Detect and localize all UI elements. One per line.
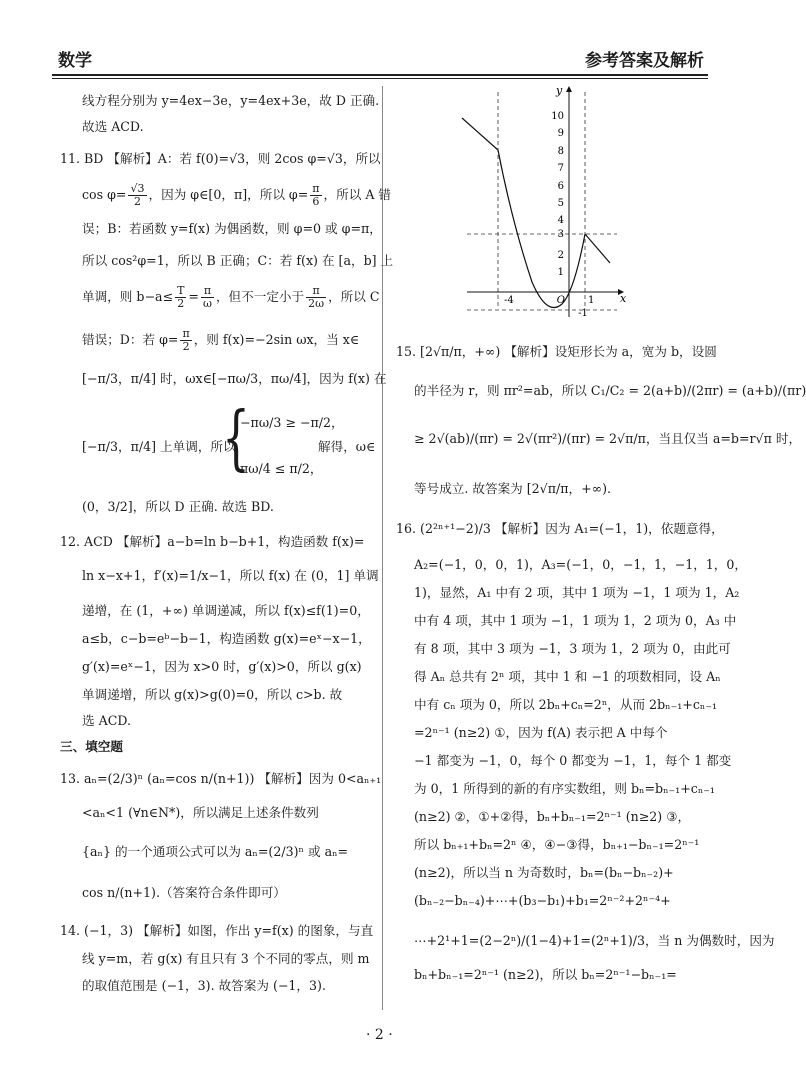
svg-text:8: 8 xyxy=(557,146,564,157)
q16-line: 得 Aₙ 总共有 2ⁿ 项，其中 1 和 −1 的项数相同，设 Aₙ xyxy=(414,669,721,684)
text-line: 线方程分别为 y=4ex−3e，y=4ex+3e，故 D 正确. xyxy=(82,93,380,108)
svg-text:5: 5 xyxy=(557,198,564,209)
q12-line: 递增，在 (1，+∞) 单调递减，所以 f(x)≤f(1)=0， xyxy=(82,603,370,618)
q11-case: −πω/3 ≥ −π/2， xyxy=(240,415,344,430)
q13-line: <aₙ<1 (∀n∈N*)，所以满足上述条件数列 xyxy=(82,805,319,820)
q16-line: 1)，显然，A₁ 中有 2 项，其中 1 项为 −1，1 项为 1，A₂ xyxy=(414,585,740,600)
section-heading: 三、填空题 xyxy=(60,739,123,754)
q15-line: 的半径为 r，则 πr²=ab，所以 C₁/C₂ = 2(a+b)/(2πr) = (a+b)/(πr) xyxy=(414,383,806,398)
y-axis-arrow xyxy=(566,86,572,92)
q16-line: 有 8 项，其中 3 项为 −1，3 项为 1，2 项为 0，由此可 xyxy=(414,641,731,656)
svg-text:-1: -1 xyxy=(578,308,588,319)
q14-line: 14. (−1，3) 【解析】如图，作出 y=f(x) 的图象，与直 xyxy=(60,923,374,938)
q16-line: −1 都变为 −1，0，每个 0 都变为 −1，1，每个 1 都变 xyxy=(414,753,732,768)
q11-line: [−π/3，π/4] 时，ωx∈[−πω/3，πω/4]，因为 f(x) 在 xyxy=(82,371,387,386)
q12-line: 单调递增，所以 g(x)>g(0)=0，所以 c>b. 故 xyxy=(82,687,343,702)
curve-right-segment xyxy=(585,234,610,263)
q16-line: 16. (2²ⁿ⁺¹−2)/3 【解析】因为 A₁=(−1，1)，依题意得， xyxy=(396,521,724,536)
header-title: 参考答案及解析 xyxy=(585,51,704,71)
q16-line: 所以 bₙ₊₁+bₙ=2ⁿ ④，④−③得，bₙ₊₁−bₙ₋₁=2ⁿ⁻¹ xyxy=(414,837,700,852)
x-axis-label: x xyxy=(620,292,627,305)
header-rule-thin xyxy=(52,78,708,79)
q16-line: (n≥2) ②，①+②得，bₙ+bₙ₋₁=2ⁿ⁻¹ (n≥2) ③， xyxy=(414,809,691,824)
q14-line: 的取值范围是 (−1，3). 故答案为 (−1，3). xyxy=(82,978,326,993)
fraction: $\frac{\pi}{2}$ xyxy=(182,327,190,353)
q11-line: (0，3/2]，所以 D 正确. 故选 BD. xyxy=(82,499,274,514)
brace: { xyxy=(222,397,250,480)
fraction: $\frac{\pi}{\omega}$ xyxy=(202,284,212,310)
q16-line: 中有 4 项，其中 1 项为 −1，1 项为 1，2 项为 0，A₃ 中 xyxy=(414,613,737,628)
x-tick-1: 1 xyxy=(588,295,595,306)
svg-text:6: 6 xyxy=(557,181,564,192)
svg-text:3: 3 xyxy=(557,229,564,240)
svg-text:2: 2 xyxy=(557,250,564,261)
q11-line: 误；B：若函数 y=f(x) 为偶函数，则 φ=0 或 φ=π， xyxy=(82,221,382,236)
fraction: $\frac{\pi}{2\omega}$ xyxy=(308,284,325,310)
x-tick-neg4: -4 xyxy=(504,295,514,306)
fraction: $\frac{T}{2}$ xyxy=(177,284,185,310)
text: cos φ= xyxy=(82,187,127,202)
header-rule xyxy=(52,74,708,76)
y-axis-label: y xyxy=(556,84,563,97)
q16-line: 中有 cₙ 项为 0，所以 2bₙ+cₙ=2ⁿ，从而 2bₙ₋₁+cₙ₋₁ xyxy=(414,697,718,712)
q15-line: ≥ 2√(ab)/(πr) = 2√(πr²)/(πr) = 2√π/π，当且仅当 a=b=r√π 时， xyxy=(414,431,802,446)
q11-line: 错误；D：若 φ= $\frac{\pi}{2}$ ，则 f(x)=−2sin ωx，当 x∈ xyxy=(82,327,360,353)
q15-line: 15. [2√π/π，+∞) 【解析】设矩形长为 a，宽为 b，设圆 xyxy=(396,344,717,359)
q16-line: (n≥2)，所以当 n 为奇数时，bₙ=(bₙ−bₙ₋₂)+ xyxy=(414,865,674,880)
origin-label: O xyxy=(556,295,565,306)
curve-parabola xyxy=(498,150,585,308)
q13-line: 13. aₙ=(2/3)ⁿ (aₙ=cos n/(n+1)) 【解析】因为 0<aₙ₊₁ xyxy=(60,771,382,786)
q16-line: (bₙ₋₂−bₙ₋₄)+⋯+(b₃−b₁)+b₁=2ⁿ⁻²+2ⁿ⁻⁴+ xyxy=(414,893,671,908)
q15-line: 等号成立. 故答案为 [2√π/π，+∞). xyxy=(414,481,612,496)
function-graph xyxy=(452,82,632,322)
q14-line: 线 y=m，若 g(x) 有且只有 3 个不同的零点，则 m xyxy=(82,951,370,966)
q16-line: 为 0，1 所得到的新的有序实数组，则 bₙ=bₙ₋₁+cₙ₋₁ xyxy=(414,781,715,796)
q16-line: bₙ+bₙ₋₁=2ⁿ⁻¹ (n≥2)，所以 bₙ=2ⁿ⁻¹−bₙ₋₁= xyxy=(414,967,677,982)
svg-text:4: 4 xyxy=(557,215,564,226)
header-subject: 数学 xyxy=(58,51,92,71)
column-divider xyxy=(382,86,383,1010)
q16-line: A₂=(−1，0，0，1)，A₃=(−1，0，−1，1，−1，1，0， xyxy=(414,557,748,572)
q11-line: 所以 cos²φ=1，所以 B 正确；C：若 f(x) 在 [a，b] 上 xyxy=(82,253,394,268)
svg-text:7: 7 xyxy=(557,163,564,174)
q12-line: ln x−x+1，f′(x)=1/x−1，所以 f(x) 在 (0，1] 单调 xyxy=(82,568,379,583)
q12-line: 12. ACD 【解析】a−b=ln b−b+1，构造函数 f(x)= xyxy=(60,534,365,549)
fraction: $\frac{√3}{2}$ xyxy=(130,182,145,208)
q16-line: ⋯+2¹+1=(2−2ⁿ)/(1−4)+1=(2ⁿ+1)/3，当 n 为偶数时，因为 xyxy=(414,933,775,948)
q11-line: cos φ= $\frac{√3}{2}$ ，因为 φ∈[0，π]，所以 φ= $\frac{\pi}{6}$ ，所以 A 错 xyxy=(82,182,392,208)
q13-line: cos n/(n+1).（答案符合条件即可） xyxy=(82,885,286,900)
fraction: $\frac{\pi}{6}$ xyxy=(312,182,320,208)
q11-case: πω/4 ≤ π/2， xyxy=(240,461,323,476)
q12-line: g′(x)=eˣ−1，因为 x>0 时，g′(x)>0，所以 g(x) xyxy=(82,659,362,674)
y-tick-labels xyxy=(551,111,588,319)
text-line: 故选 ACD. xyxy=(82,119,144,134)
svg-text:10: 10 xyxy=(551,111,564,122)
svg-text:9: 9 xyxy=(557,128,564,139)
q11-line: 解得，ω∈ xyxy=(318,439,376,454)
q11-line: 单调，则 b−a≤ $\frac{T}{2}$ = $\frac{\pi}{\omega}$ ，但不一定小于 $\frac{\pi}{2\omega}$ ，所以 C xyxy=(82,284,380,310)
q11-line: [−π/3，π/4] 上单调，所以 xyxy=(82,439,236,454)
curve-left-segment xyxy=(462,118,498,150)
q12-line: 选 ACD. xyxy=(82,713,131,728)
svg-text:1: 1 xyxy=(557,267,564,278)
q16-line: =2ⁿ⁻¹ (n≥2) ①，因为 f(A) 表示把 A 中每个 xyxy=(414,725,668,740)
page-number: · 2 · xyxy=(366,1027,393,1043)
q13-line: {aₙ} 的一个通项公式可以为 aₙ=(2/3)ⁿ 或 aₙ= xyxy=(82,844,349,859)
q11-line: 11. BD 【解析】A：若 f(0)=√3，则 2cos φ=√3，所以 xyxy=(60,151,381,166)
q12-line: a≤b，c−b=eᵇ−b−1，构造函数 g(x)=eˣ−x−1， xyxy=(82,631,371,646)
